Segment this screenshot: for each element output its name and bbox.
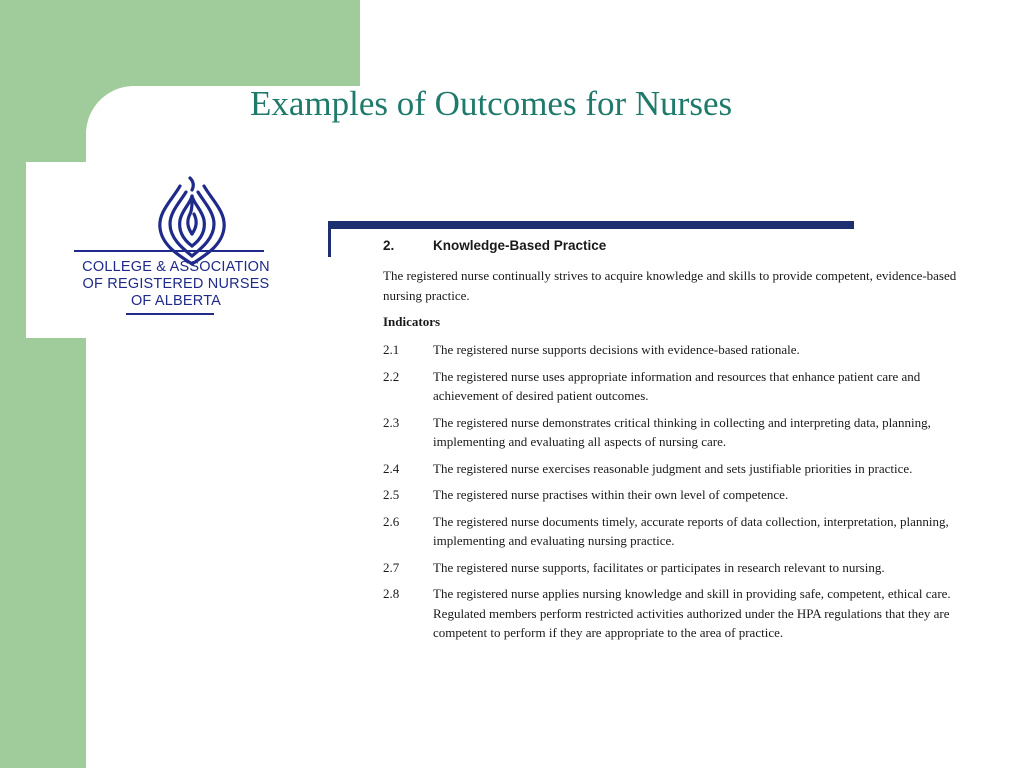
indicator-number: 2.8	[383, 586, 400, 601]
logo-rule-top	[74, 250, 264, 252]
indicator-item	[383, 340, 993, 360]
logo-text-line1: COLLEGE & ASSOCIATION	[82, 259, 270, 275]
section-number: 2.	[383, 238, 395, 253]
indicator-number: 2.2	[383, 368, 400, 384]
indicator-item	[383, 512, 993, 551]
section-title: Knowledge-Based Practice	[433, 238, 607, 253]
document-excerpt	[383, 238, 993, 650]
indicator-number: 2.1	[383, 342, 400, 357]
indicator-text: The registered nurse practises within their own level of competence.	[433, 487, 789, 502]
indicator-item	[383, 459, 993, 479]
indicator-number: 2.6	[383, 513, 400, 529]
indicator-item	[383, 367, 993, 406]
indicator-number: 2.7	[383, 559, 400, 575]
logo-text-line3: OF ALBERTA	[130, 293, 222, 309]
document-top-bar	[330, 221, 854, 229]
indicator-text: The registered nurse documents timely, accurate reports of data collection, interpretation, planning, implementing and evaluating nursing practice.	[433, 513, 949, 548]
indicator-number: 2.4	[383, 460, 400, 476]
carna-logo	[26, 162, 326, 338]
slide-title: Examples of Outcomes for Nurses	[250, 84, 733, 123]
indicator-text: The registered nurse applies nursing knowledge and skill in providing safe, competent, ethical care. Regulated members perform restricted activities authorized under the HPA regulations that they are competent to perform if they are appropriate to the area of practice.	[433, 586, 951, 640]
flame-emblem-icon	[150, 172, 234, 268]
indicator-list	[383, 340, 993, 643]
indicator-text: The registered nurse supports, facilitates or participates in research relevant to nursing.	[433, 559, 885, 575]
section-heading	[383, 238, 993, 258]
indicator-item	[383, 584, 993, 643]
indicator-text: The registered nurse uses appropriate information and resources that enhance patient care and achievement of desired patient outcomes.	[433, 368, 921, 403]
section-intro: The registered nurse continually strives to acquire knowledge and skills to provide competent, evidence-based nursing practice.	[383, 268, 957, 303]
indicator-item	[383, 413, 993, 452]
indicator-text: The registered nurse exercises reasonable judgment and sets justifiable priorities in practice.	[433, 460, 913, 476]
indicator-item	[383, 485, 993, 505]
logo-rule-bottom	[126, 313, 214, 315]
indicator-number: 2.3	[383, 414, 400, 430]
indicators-label: Indicators	[383, 314, 441, 329]
logo-text-line2: OF REGISTERED NURSES	[82, 276, 270, 292]
indicator-item	[383, 558, 993, 578]
indicator-number: 2.5	[383, 487, 400, 502]
document-side-bar	[328, 221, 331, 257]
indicator-text: The registered nurse supports decisions with evidence-based rationale.	[433, 342, 800, 357]
indicator-text: The registered nurse demonstrates critical thinking in collecting and interpreting data, planning, implementing and evaluating all aspects of nursing care.	[433, 414, 931, 449]
